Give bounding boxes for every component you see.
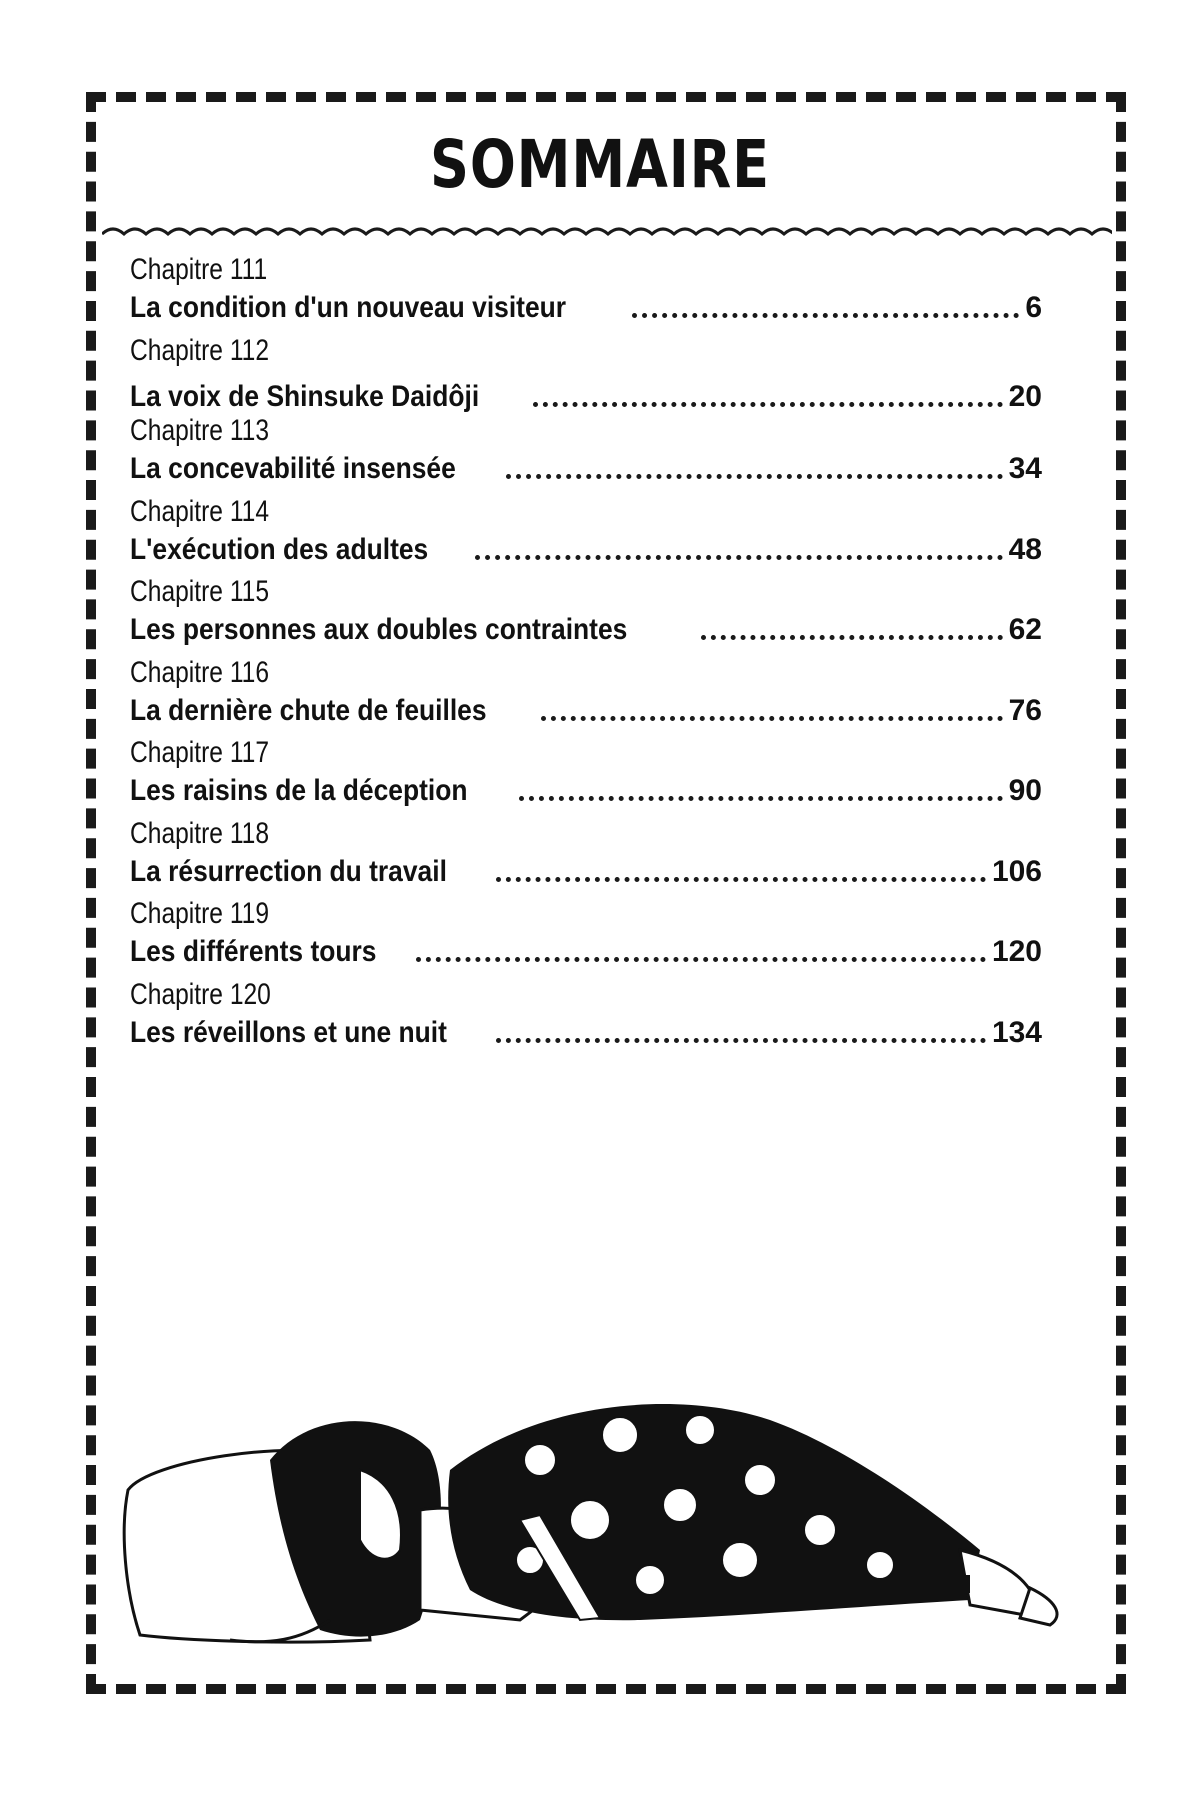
chapter-title: Les différents tours (130, 935, 377, 968)
chapter-title: Les personnes aux doubles contraintes (130, 613, 628, 646)
dot-leader (496, 877, 986, 882)
toc-entry[interactable] (130, 494, 1042, 575)
chapter-title: L'exécution des adultes (130, 532, 429, 566)
page-number: 34 (1008, 452, 1042, 485)
toc-entry[interactable] (130, 574, 1042, 655)
page-number: 20 (1008, 379, 1042, 413)
chapter-number: Chapitre 114 (130, 494, 270, 528)
dot-leader (506, 474, 1002, 479)
page-number: 6 (1025, 291, 1042, 324)
table-of-contents (130, 252, 1042, 1057)
dot-leader (475, 555, 1003, 560)
chapter-number: Chapitre 120 (130, 977, 271, 1011)
page-number: 120 (991, 935, 1042, 968)
chapter-number: Chapitre 115 (130, 575, 270, 608)
chapter-title: La résurrection du travail (130, 854, 447, 888)
page-number: 62 (1008, 613, 1042, 646)
wavy-divider (102, 222, 1112, 246)
toc-entry[interactable] (130, 252, 1042, 333)
page-number: 134 (991, 1015, 1042, 1049)
chapter-title: La dernière chute de feuilles (130, 693, 487, 727)
page-number: 106 (991, 854, 1042, 888)
page-number: 76 (1008, 693, 1042, 727)
chapter-title: Les raisins de la déception (130, 774, 468, 807)
reclining-girl-illustration (120, 1390, 1100, 1650)
chapter-number: Chapitre 119 (130, 897, 270, 930)
toc-entry[interactable] (130, 735, 1042, 816)
chapter-title: La condition d'un nouveau visiteur (130, 291, 567, 324)
chapter-title: Les réveillons et une nuit (130, 1015, 447, 1049)
dot-leader (632, 313, 1020, 318)
chapter-number: Chapitre 112 (130, 333, 270, 367)
chapter-number: Chapitre 113 (130, 414, 270, 447)
dot-leader (533, 402, 1003, 407)
chapter-number: Chapitre 117 (130, 736, 270, 769)
page-number: 48 (1008, 532, 1042, 566)
dot-leader (496, 1038, 986, 1043)
toc-entry[interactable] (130, 333, 1042, 414)
toc-entry[interactable] (130, 977, 1042, 1058)
dot-leader (541, 716, 1002, 721)
chapter-title: La voix de Shinsuke Daidôji (130, 379, 480, 413)
chapter-number: Chapitre 118 (130, 816, 270, 850)
dot-leader (519, 796, 1002, 801)
page-title: SOMMAIRE (430, 126, 770, 203)
dot-leader (701, 635, 1002, 640)
toc-entry[interactable] (130, 655, 1042, 736)
toc-entry[interactable] (130, 896, 1042, 977)
page-number: 90 (1008, 774, 1042, 807)
chapter-number: Chapitre 111 (130, 253, 268, 286)
toc-entry[interactable] (130, 413, 1042, 494)
toc-entry[interactable] (130, 816, 1042, 897)
chapter-number: Chapitre 116 (130, 655, 270, 689)
dot-leader (416, 957, 986, 962)
chapter-title: La concevabilité insensée (130, 452, 456, 485)
